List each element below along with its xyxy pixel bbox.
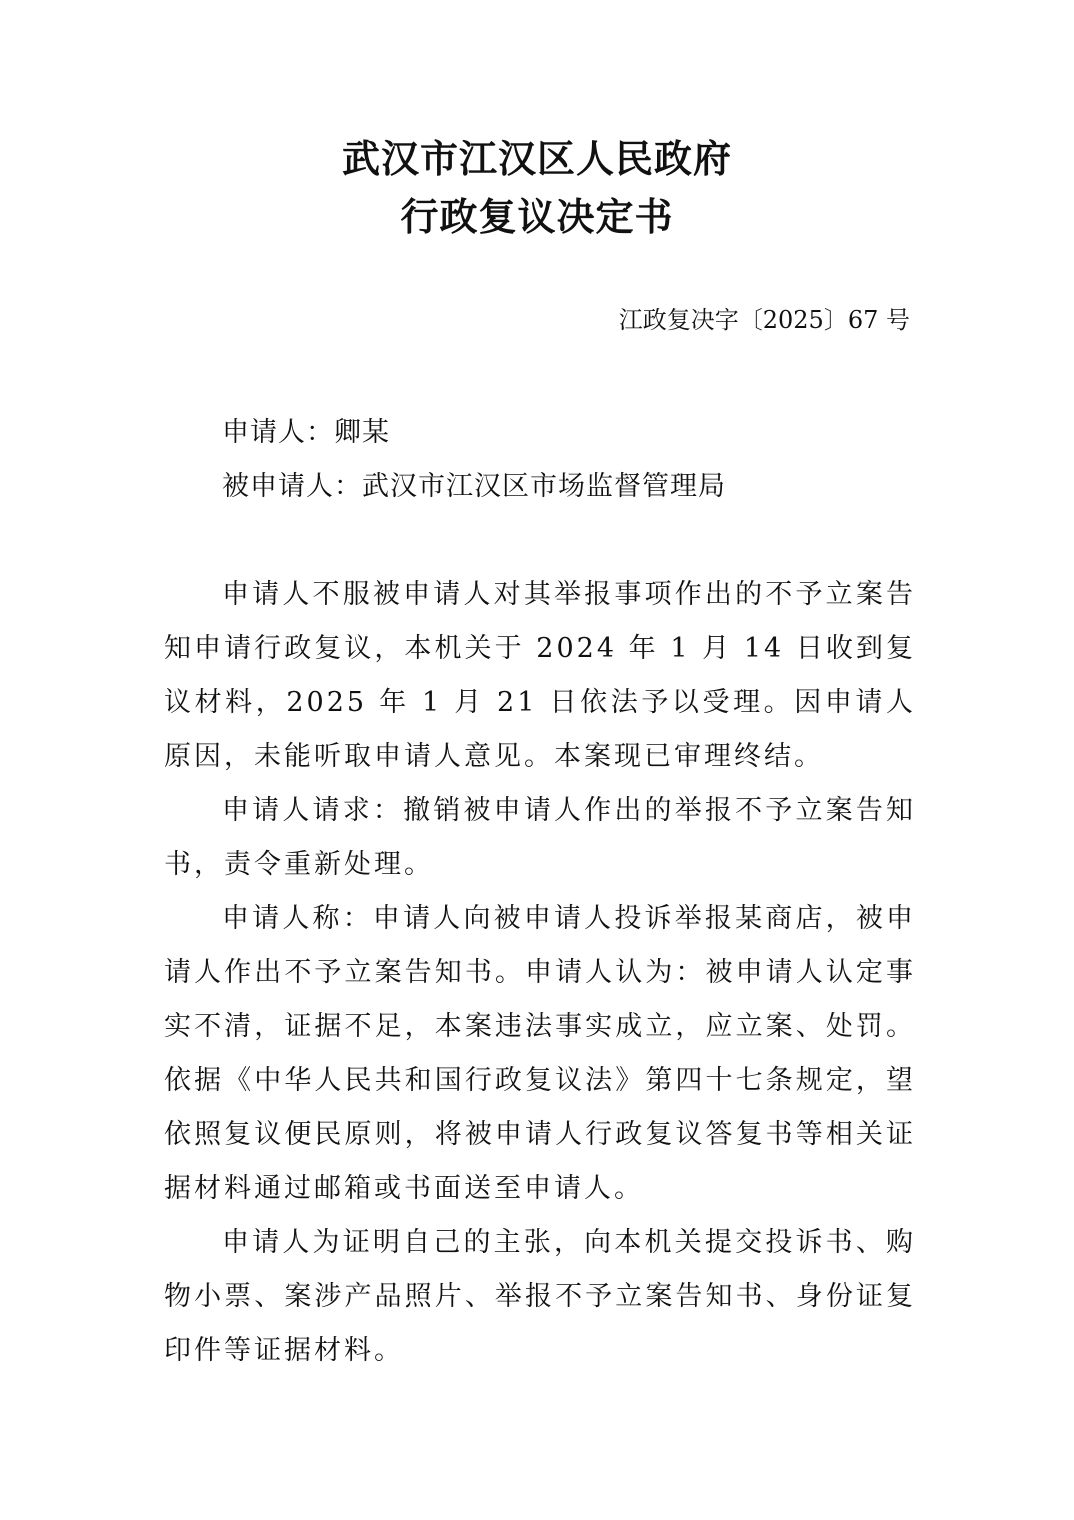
respondent-line: 被申请人：武汉市江汉区市场监督管理局	[222, 471, 726, 502]
document-title	[0, 130, 1074, 246]
title-line-2: 行政复议决定书	[400, 194, 674, 239]
parties-block	[222, 406, 726, 514]
document-number: 江政复决字〔2025〕67 号	[618, 306, 910, 334]
paragraph-applicant-claims: 申请人称：申请人向被申请人投诉举报某商店，被申请人作出不予立案告知书。申请人认为：被申请人认定事实不清，证据不足，本案违法事实成立，应立案、处罚。依据《中华人民共和国行政复议法》第四十七条规定，望依照复议便民原则，将被申请人行政复议答复书等相关证据材料通过邮箱或书面送至申请人。	[164, 903, 916, 1204]
paragraph-case-intro: 申请人不服被申请人对其举报事项作出的不予立案告知申请行政复议，本机关于 2024 年 1 月 14 日收到复议材料，2025 年 1 月 21 日依法予以受理。因申请人原因，未能听取申请人意见。本案现已审理终结。	[164, 579, 916, 772]
paragraph-evidence: 申请人为证明自己的主张，向本机关提交投诉书、购物小票、案涉产品照片、举报不予立案告知书、身份证复印件等证据材料。	[164, 1227, 916, 1366]
applicant-line: 申请人：卿某	[222, 417, 390, 448]
paragraph-request: 申请人请求：撤销被申请人作出的举报不予立案告知书，责令重新处理。	[164, 795, 916, 880]
title-line-1: 武汉市江汉区人民政府	[341, 136, 732, 181]
document-body	[164, 568, 916, 1378]
